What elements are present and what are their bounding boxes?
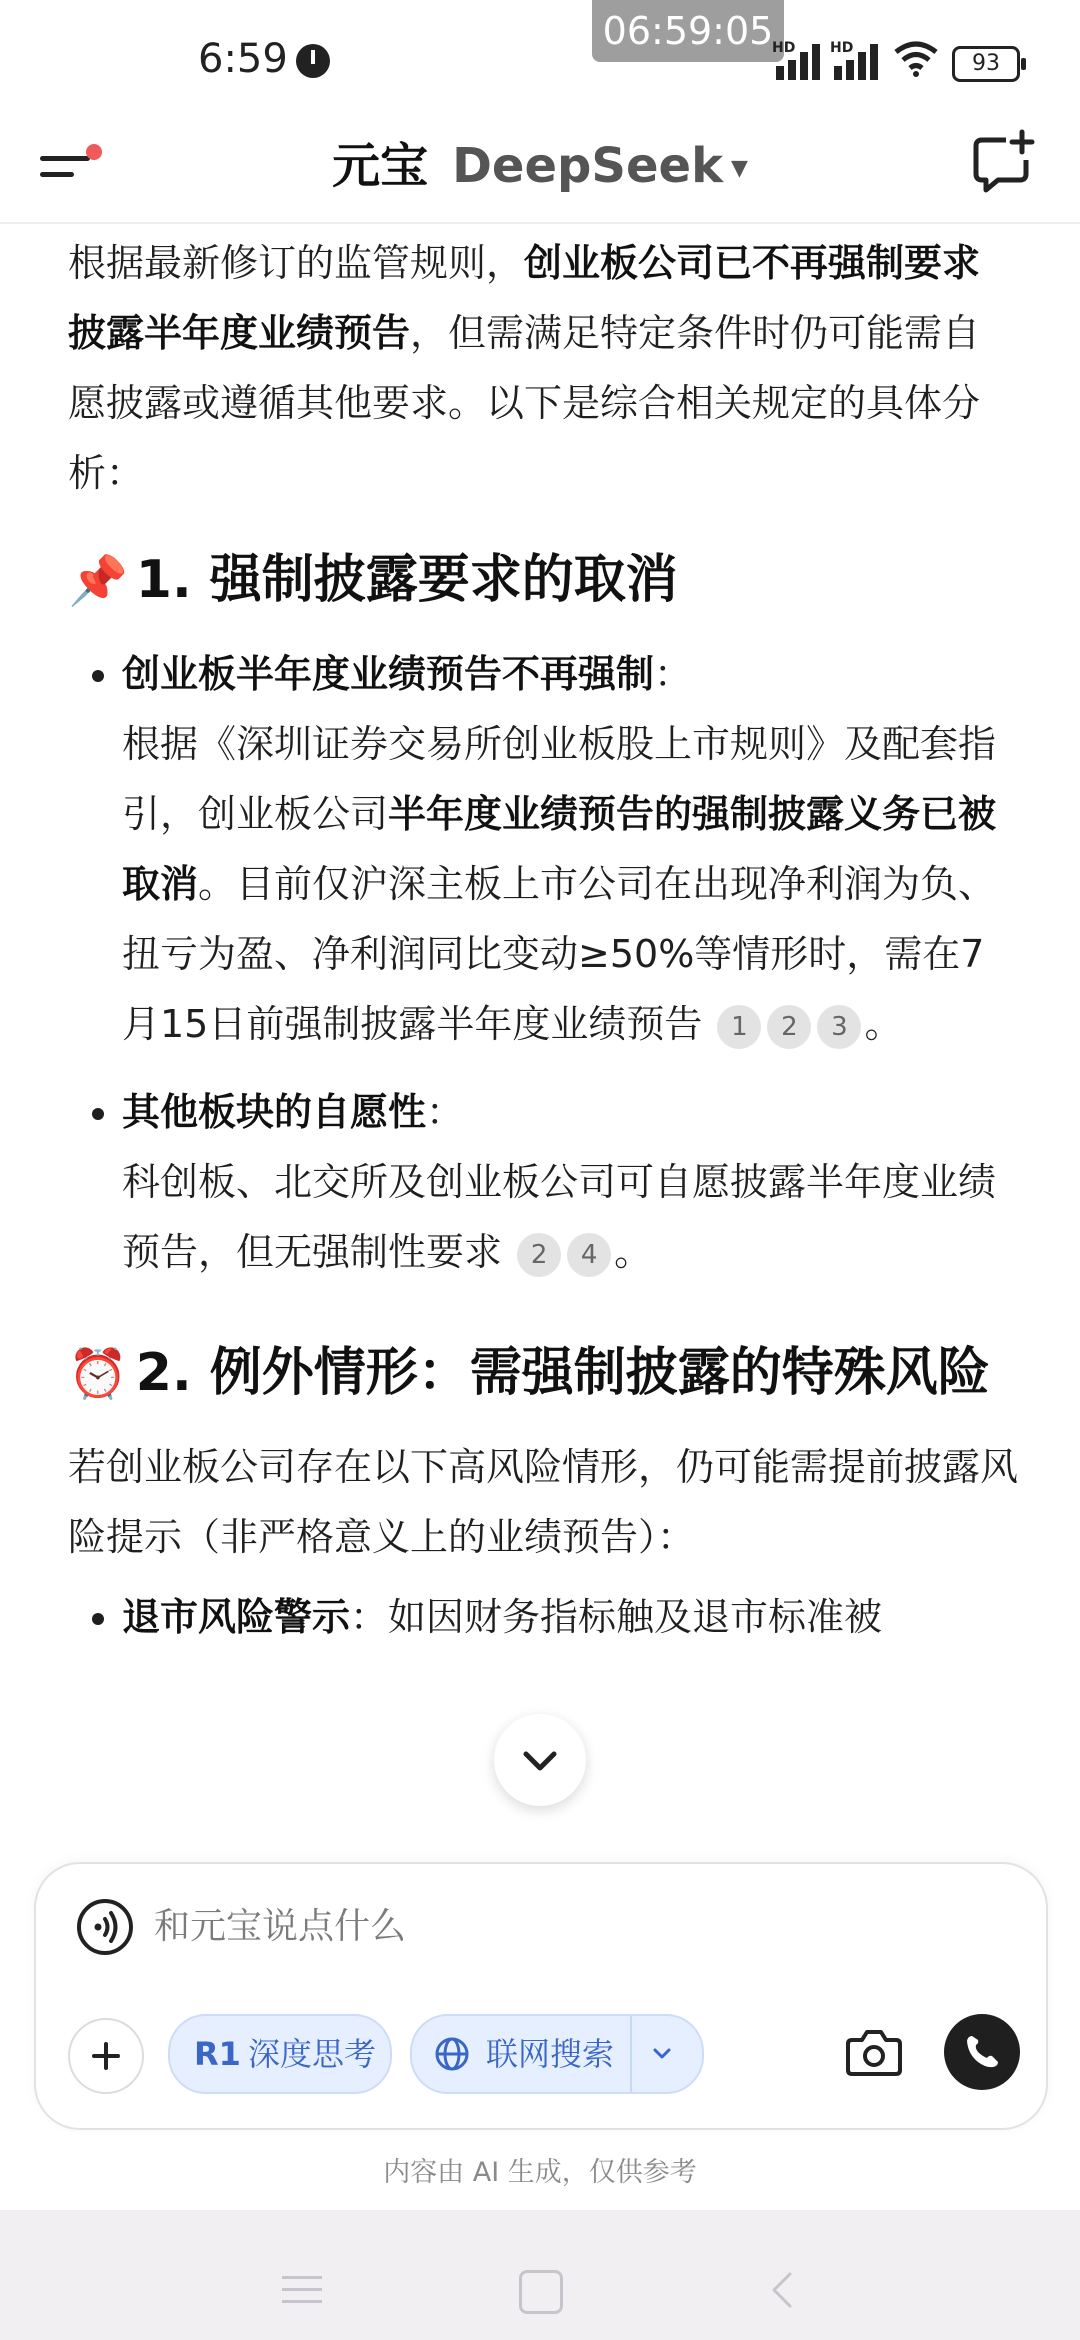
section-1-title: 1. 强制披露要求的取消 — [135, 550, 678, 610]
citation-badge[interactable]: 3 — [817, 1005, 861, 1049]
r1-label: R1 — [194, 2035, 241, 2073]
chat-input-card — [34, 1862, 1048, 2130]
screen-recorder-timer: 06:59:05 — [592, 0, 784, 62]
wifi-icon — [892, 40, 940, 78]
new-chat-icon[interactable] — [968, 128, 1038, 198]
web-search-label: 联网搜索 — [486, 2035, 615, 2073]
intro-bold-text: 创业板公司已不再强制要求披露半年度业绩预告 — [68, 241, 981, 355]
caret-down-icon: ▼ — [731, 156, 748, 181]
deep-think-toggle[interactable] — [168, 2014, 392, 2094]
intro-paragraph — [68, 228, 1018, 508]
bullet-colon: ： — [654, 652, 693, 696]
citation-badge[interactable]: 1 — [717, 1005, 761, 1049]
scroll-down-button[interactable] — [494, 1714, 586, 1806]
list-item — [122, 1077, 1018, 1287]
app-name: 元宝 — [332, 138, 429, 194]
chat-response — [68, 228, 1018, 1848]
globe-icon — [434, 2036, 470, 2072]
voice-input-icon[interactable] — [76, 1898, 134, 1956]
ai-disclaimer: 内容由 AI 生成，仅供参考 — [383, 2157, 697, 2188]
bullet-heading: 退市风险警示 — [122, 1595, 351, 1639]
signal-strength-icon-2 — [834, 40, 894, 80]
bullet-text: 科创板、北交所及创业板公司可自愿披露半年度业绩预告，但无强制性要求 — [122, 1160, 997, 1274]
list-item — [122, 639, 1018, 1059]
model-name: DeepSeek — [452, 138, 723, 194]
intro-text-2: ，但需满足特定条件时仍可能需自愿披露或遵循其他要求。以下是综合相关规定的具体分析： — [68, 311, 981, 495]
bullet-bold-text: 半年度业绩预告的强制披露义务已被取消 — [122, 792, 997, 906]
pill-divider — [630, 2016, 632, 2092]
home-button[interactable] — [519, 2270, 563, 2314]
chevron-down-icon[interactable] — [648, 2042, 676, 2066]
pushpin-icon: 📌 — [68, 553, 128, 609]
alarm-clock-icon — [296, 44, 330, 78]
bullet-heading: 创业板半年度业绩预告不再强制 — [122, 652, 655, 696]
section-2-heading — [68, 1331, 1018, 1416]
bullet-text: ：如因财务指标触及退市标准被 — [350, 1595, 883, 1639]
camera-button[interactable] — [842, 2020, 906, 2084]
section-2-list — [68, 1582, 1018, 1652]
web-search-toggle[interactable] — [410, 2014, 704, 2094]
section-1-list — [68, 639, 1018, 1287]
deep-think-label: 深度思考 — [248, 2035, 377, 2073]
intro-text: 根据最新修订的监管规则， — [68, 241, 525, 285]
status-bar — [0, 0, 1080, 110]
citation-badge[interactable]: 4 — [567, 1233, 611, 1277]
bullet-text-2: 。目前仅沪深主板上市公司在出现净利润为负、扭亏为盈、净利润同比变动≥50%等情形时，需在7月15日前强制披露半年度业绩预告 — [122, 862, 997, 1046]
battery-indicator: 93 — [952, 46, 1020, 82]
list-item — [122, 1582, 1018, 1652]
section-1-heading — [68, 538, 1018, 623]
network-hd-label: HD — [772, 40, 796, 56]
citation-badge[interactable]: 2 — [517, 1233, 561, 1277]
alarm-clock-emoji-icon: ⏰ — [68, 1346, 128, 1402]
bullet-heading: 其他板块的自愿性 — [122, 1090, 427, 1134]
bullet-end: 。 — [614, 1230, 653, 1274]
signal-strength-icon — [776, 40, 836, 80]
voice-call-button[interactable] — [944, 2014, 1020, 2090]
model-selector[interactable] — [0, 130, 1080, 205]
bullet-colon: ： — [426, 1090, 465, 1134]
status-time: 6:59 — [198, 36, 288, 82]
app-header — [0, 110, 1080, 224]
section-2-intro: 若创业板公司存在以下高风险情形，仍可能需提前披露风险提示（非严格意义上的业绩预告）： — [68, 1445, 1018, 1559]
network-hd-label-2: HD — [830, 40, 854, 56]
message-input[interactable]: 和元宝说点什么 — [154, 1906, 407, 1947]
system-nav-bar — [0, 2210, 1080, 2340]
section-2-title: 2. 例外情形：需强制披露的特殊风险 — [135, 1343, 990, 1403]
citation-badge[interactable]: 2 — [767, 1005, 811, 1049]
recent-apps-button[interactable] — [282, 2272, 322, 2306]
back-button[interactable] — [762, 2268, 802, 2312]
bullet-text: 根据《深圳证券交易所创业板股上市规则》及配套指引，创业板公司 — [122, 722, 997, 836]
bullet-end: 。 — [864, 1002, 903, 1046]
add-attachment-button[interactable] — [68, 2018, 144, 2094]
